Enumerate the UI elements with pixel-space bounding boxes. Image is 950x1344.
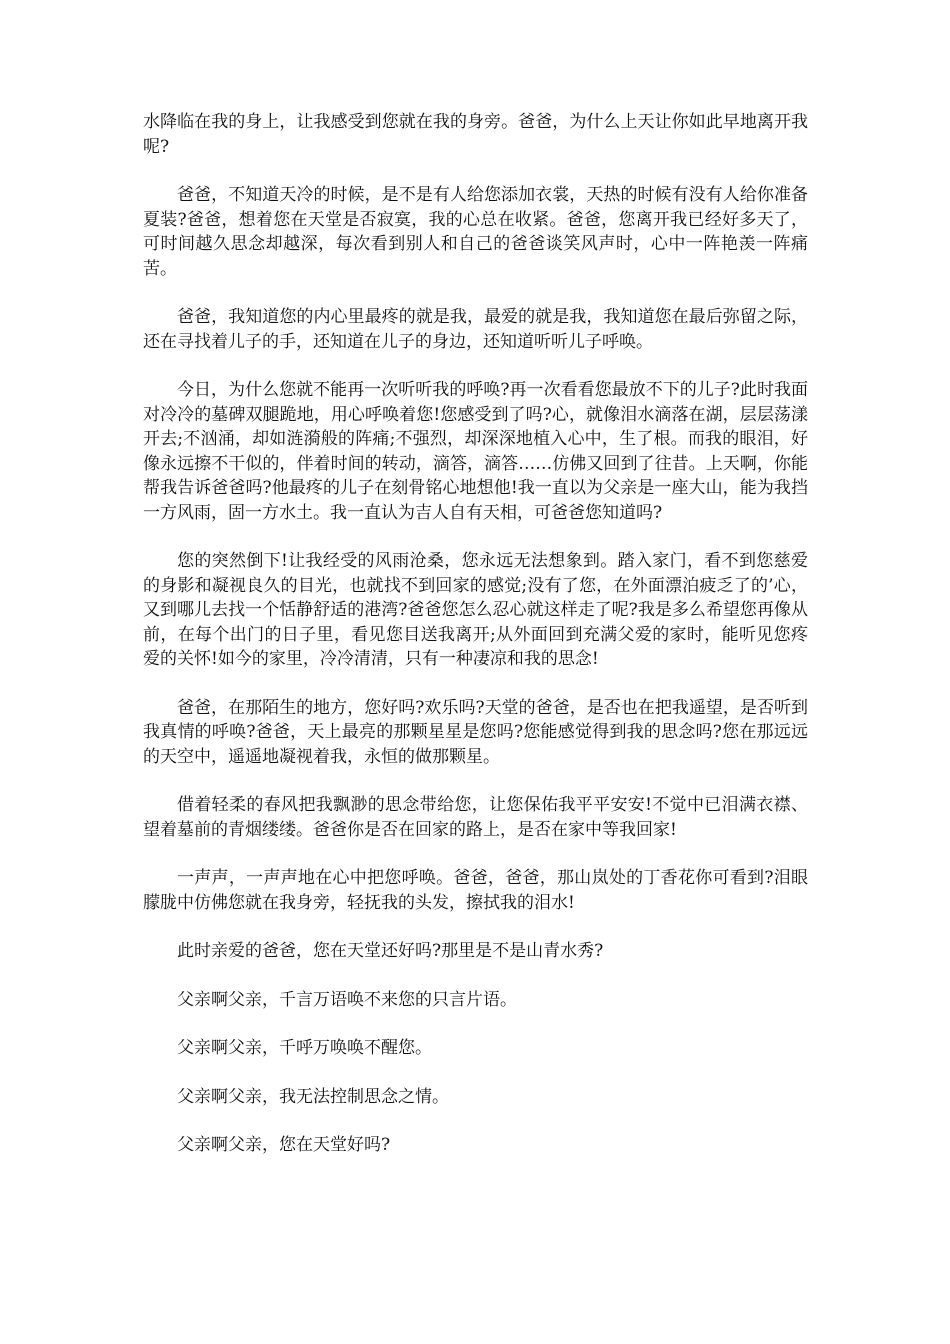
paragraph-5: 您的突然倒下!让我经受的风雨沧桑，您永远无法想象到。踏入家门，看不到您慈爱的身影和凝视良久的目光，也就找不到回家的感觉;没有了您，在外面漂泊疲乏了的’心，又到哪儿去找一个恬静舒适的港湾?爸爸您怎么忍心就这样走了呢?我是多么希望您再像从前，在每个出门的日子里，看见您目送我离开;从外面回到充满父爱的家时，能听见您疼爱的关怀!如今的家里，冷冷清清，只有一种凄凉和我的思念! xyxy=(143,551,808,669)
paragraph-13: 父亲啊父亲，您在天堂好吗? xyxy=(177,1135,391,1155)
document-body xyxy=(143,110,808,1182)
paragraph-7: 借着轻柔的春风把我飘渺的思念带给您，让您保佑我平平安安!不觉中已泪满衣襟、望着墓前的青烟缕缕。爸爸你是否在回家的路上，是否在家中等我回家! xyxy=(143,795,808,840)
paragraph-12: 父亲啊父亲，我无法控制思念之情。 xyxy=(177,1086,449,1107)
paragraph-3: 爸爸，我知道您的内心里最疼的就是我，最爱的就是我，我知道您在最后弥留之际，还在寻找着儿子的手，还知道在儿子的身边，还知道听听儿子呼唤。 xyxy=(143,307,808,352)
paragraph-11: 父亲啊父亲，千呼万唤唤不醒您。 xyxy=(177,1038,432,1058)
paragraph-10: 父亲啊父亲，千言万语唤不来您的只言片语。 xyxy=(177,989,517,1010)
paragraph-6: 爸爸，在那陌生的地方，您好吗?欢乐吗?天堂的爸爸，是否也在把我遥望，是否听到我真情的呼唤?爸爸，天上最亮的那颗星星是您吗?您能感觉得到我的思念吗?您在那远远的天空中，遥遥地凝视着我，永恒的做那颗星。 xyxy=(143,697,808,767)
paragraph-4: 今日，为什么您就不能再一次听听我的呼唤?再一次看看您最放不下的儿子?此时我面对冷冷的墓碑双腿跪地，用心呼唤着您!您感受到了吗?心，就像泪水滴落在湖，层层荡漾开去;不汹涌，却如涟漪般的阵痛;不强烈，却深深地植入心中，生了根。而我的眼泪，好像永远擦不干似的，伴着时间的转动，滴答，滴答……仿佛又回到了往昔。上天啊，你能帮我告诉爸爸吗?他最疼的儿子在刻骨铭心地想他!我一直以为父亲是一座大山，能为我挡一方风雨，固一方水土。我一直认为吉人自有天相，可爸爸您知道吗? xyxy=(143,380,808,523)
paragraph-1: 水降临在我的身上，让我感受到您就在我的身旁。爸爸，为什么上天让你如此早地离开我呢? xyxy=(143,112,808,157)
paragraph-2: 爸爸，不知道天冷的时候，是不是有人给您添加衣裳，天热的时候有没有人给你准备夏装?爸爸，想着您在天堂是否寂寞，我的心总在收紧。爸爸，您离开我已经好多天了，可时间越久思念却越深，每次看到别人和自己的爸爸谈笑风声时，心中一阵艳羡一阵痛苦。 xyxy=(143,185,808,279)
paragraph-8: 一声声，一声声地在心中把您呼唤。爸爸，爸爸，那山岚处的丁香花你可看到?泪眼朦胧中仿佛您就在我身旁，轻抚我的头发，擦拭我的泪水! xyxy=(143,868,808,913)
paragraph-9: 此时亲爱的爸爸，您在天堂还好吗?那里是不是山青水秀? xyxy=(177,941,604,961)
